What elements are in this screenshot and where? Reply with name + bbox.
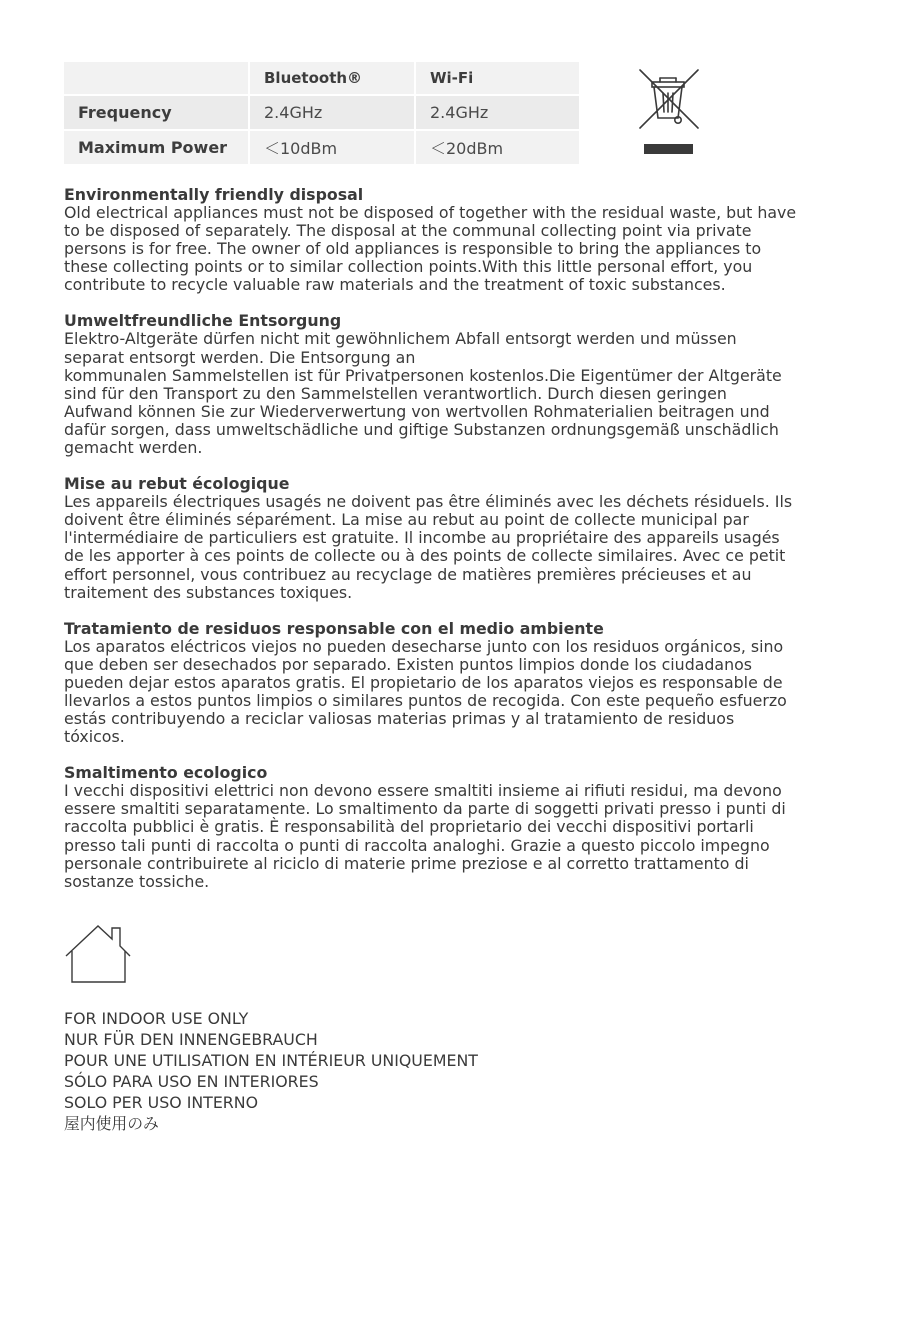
indoor-use-line: NUR FÜR DEN INNENGEBRAUCH [64, 1030, 318, 1049]
section-french [64, 475, 844, 602]
section-italian [64, 764, 844, 891]
spec-cell-bluetooth: 2.4GHz [250, 94, 416, 131]
section-body: I vecchi dispositivi elettrici non devono essere smaltiti insieme ai rifiuti residui, ma devono essere smaltiti separatamente. Lo smaltimento da parte di soggetti privati presso i punti di raccolta pubblici è gratis. È responsabilità del proprietario dei vecchi dispositivi portarli presso tali punti di raccolta o punti di raccolta analoghi. Grazie a questo piccolo impegno personale contribuirete al riciclo di materie prime preziose e al corretto trattamento di sostanze tossiche. [64, 781, 786, 891]
section-title: Smaltimento ecologico [64, 763, 268, 783]
section-spanish [64, 620, 844, 747]
section-german [64, 312, 844, 457]
house-icon [64, 924, 134, 986]
indoor-use-notice [64, 1008, 478, 1134]
spec-cell-wifi: ＜20dBm [416, 131, 579, 164]
section-title: Environmentally friendly disposal [64, 185, 364, 204]
spec-row-label: Maximum Power [64, 131, 250, 164]
crossed-out-wheelie-bin-icon [636, 68, 702, 158]
section-body: Les appareils électriques usagés ne doivent pas être éliminés avec les déchets résiduels. Ils doivent être éliminés séparément. La mise au rebut au point de collecte municipal par l'intermédiaire de particuliers est gratuite. Il incombe au propriétaire des appareils usagés de les apporter à ces points de collecte ou à des points de collecte similaires. Avec ce petit effort personnel, vous contribuez au recyclage de matières premières précieuses et au traitement des substances toxiques. [64, 492, 793, 602]
section-title: Umweltfreundliche Entsorgung [64, 311, 342, 331]
spec-header-empty [64, 62, 250, 94]
section-body: Elektro-Altgeräte dürfen nicht mit gewöhnlichem Abfall entsorgt werden und müssen separat entsorgt werden. Die Entsorgung an kommunalen Sammelstellen ist für Privatpersonen kostenlos.Die Eigentümer der Altgeräte sind für den Transport zu den Sammelstellen verantwortlich. Durch diesen geringen Aufwand können Sie zur Wiederverwertung von wertvollen Rohmaterialien beitragen und dafür sorgen, dass umweltschädliche und giftige Substanzen ordnungsgemäß unschädlich gemacht werden. [64, 329, 782, 458]
indoor-use-line: SÓLO PARA USO EN INTERIORES [64, 1072, 319, 1091]
section-body: Old electrical appliances must not be disposed of together with the residual waste, but have to be disposed of separately. The disposal at the communal collecting point via private persons is for free. The owner of old appliances is responsible to bring the appliances to these collecting points or to similar collection points.With this little personal effort, you contribute to recycle valuable raw materials and the treatment of toxic substances. [64, 203, 797, 295]
spec-cell-bluetooth: ＜10dBm [250, 131, 416, 164]
indoor-use-line: POUR UNE UTILISATION EN INTÉRIEUR UNIQUEMENT [64, 1051, 478, 1070]
spec-table-header-row [64, 62, 579, 94]
section-body: Los aparatos eléctricos viejos no pueden desecharse junto con los residuos orgánicos, sino que deben ser desechados por separado. Existen puntos limpios donde los ciudadanos pueden dejar estos aparatos gratis. El propietario de los aparatos viejos es responsable de llevarlos a estos puntos limpios o similares puntos de recogida. Con este pequeño esfuerzo estás contribuyendo a reciclar valiosas materias primas y al tratamiento de residuos tóxicos. [64, 636, 787, 747]
spec-table [64, 62, 579, 164]
spec-row-max-power [64, 131, 579, 164]
spec-row-frequency [64, 94, 579, 131]
section-english [64, 186, 844, 294]
indoor-use-line: SOLO PER USO INTERNO [64, 1093, 259, 1112]
indoor-use-line: FOR INDOOR USE ONLY [64, 1009, 249, 1028]
indoor-use-line: 屋内使用のみ [64, 1114, 159, 1133]
section-title: Tratamiento de residuos responsable con el medio ambiente [64, 618, 604, 638]
disposal-text [64, 186, 844, 909]
spec-header-bluetooth: Bluetooth® [250, 62, 416, 94]
spec-row-label: Frequency [64, 94, 250, 131]
spec-cell-wifi: 2.4GHz [416, 94, 579, 131]
section-title: Mise au rebut écologique [64, 474, 290, 494]
spec-header-wifi: Wi-Fi [416, 62, 579, 94]
